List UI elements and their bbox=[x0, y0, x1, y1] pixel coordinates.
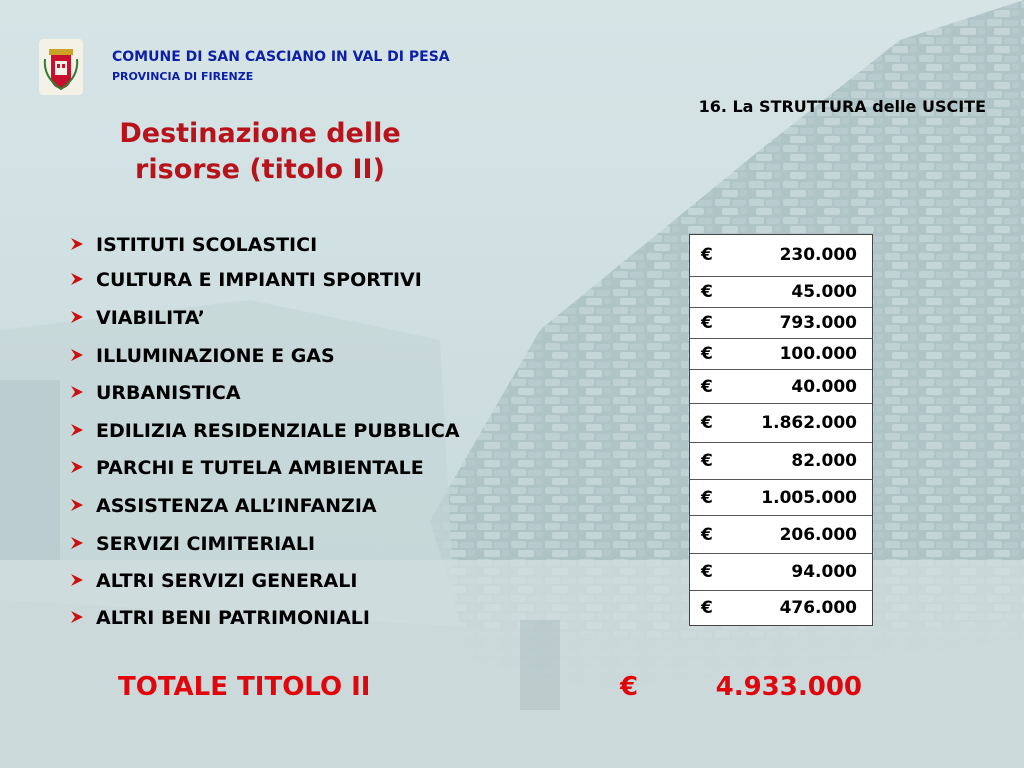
list-item bbox=[70, 302, 205, 332]
category-label: VIABILITA’ bbox=[96, 307, 205, 329]
currency-symbol: € bbox=[701, 598, 713, 618]
slide-title-line-1: Destinazione delle bbox=[119, 118, 401, 149]
total-currency: € bbox=[620, 672, 639, 702]
total-label: TOTALE TITOLO II bbox=[118, 672, 371, 702]
amount-value: 206.000 bbox=[779, 525, 857, 545]
table-row bbox=[690, 590, 872, 625]
category-label: ILLUMINAZIONE E GAS bbox=[96, 345, 335, 367]
arrow-bullet-icon bbox=[70, 340, 84, 362]
currency-symbol: € bbox=[701, 313, 713, 333]
category-label: ISTITUTI SCOLASTICI bbox=[96, 234, 318, 256]
list-item bbox=[70, 377, 241, 407]
municipal-crest-icon bbox=[39, 39, 83, 95]
table-row bbox=[690, 235, 872, 276]
table-row bbox=[690, 276, 872, 307]
list-item bbox=[70, 452, 424, 482]
amount-value: 476.000 bbox=[779, 598, 857, 618]
list-item bbox=[70, 602, 370, 632]
organization-name: COMUNE DI SAN CASCIANO IN VAL DI PESA bbox=[112, 49, 450, 65]
category-label: ALTRI SERVIZI GENERALI bbox=[96, 570, 358, 592]
currency-symbol: € bbox=[701, 344, 713, 364]
list-item bbox=[70, 264, 422, 294]
table-row bbox=[690, 515, 872, 553]
amount-value: 40.000 bbox=[791, 377, 857, 397]
amount-table bbox=[689, 234, 873, 626]
currency-symbol: € bbox=[701, 488, 713, 508]
currency-symbol: € bbox=[701, 525, 713, 545]
arrow-bullet-icon bbox=[70, 452, 84, 474]
slide-title bbox=[60, 116, 460, 188]
currency-symbol: € bbox=[701, 413, 713, 433]
list-item bbox=[70, 340, 335, 370]
list-item bbox=[70, 415, 460, 445]
arrow-bullet-icon bbox=[70, 377, 84, 399]
list-item bbox=[70, 565, 357, 595]
slide-title-line-2: risorse (titolo II) bbox=[135, 154, 385, 185]
category-label: EDILIZIA RESIDENZIALE PUBBLICA bbox=[96, 420, 460, 442]
table-row bbox=[690, 403, 872, 442]
amount-value: 82.000 bbox=[791, 451, 857, 471]
currency-symbol: € bbox=[701, 282, 713, 302]
arrow-bullet-icon bbox=[70, 565, 84, 587]
currency-symbol: € bbox=[701, 377, 713, 397]
list-item bbox=[70, 229, 317, 259]
section-label: 16. La STRUTTURA delle USCITE bbox=[698, 97, 986, 116]
list-item bbox=[70, 490, 377, 520]
arrow-bullet-icon bbox=[70, 490, 84, 512]
amount-value: 793.000 bbox=[779, 313, 857, 333]
arrow-bullet-icon bbox=[70, 602, 84, 624]
arrow-bullet-icon bbox=[70, 302, 84, 324]
currency-symbol: € bbox=[701, 451, 713, 471]
amount-value: 1.005.000 bbox=[761, 488, 857, 508]
table-row bbox=[690, 553, 872, 590]
organization-province: PROVINCIA DI FIRENZE bbox=[112, 70, 254, 83]
total-value: 4.933.000 bbox=[715, 672, 862, 702]
amount-value: 230.000 bbox=[779, 245, 857, 265]
arrow-bullet-icon bbox=[70, 528, 84, 550]
table-row bbox=[690, 307, 872, 338]
table-row bbox=[690, 338, 872, 369]
table-row bbox=[690, 442, 872, 479]
category-label: PARCHI E TUTELA AMBIENTALE bbox=[96, 457, 424, 479]
category-label: CULTURA E IMPIANTI SPORTIVI bbox=[96, 269, 422, 291]
arrow-bullet-icon bbox=[70, 415, 84, 437]
amount-value: 1.862.000 bbox=[761, 413, 857, 433]
category-label: SERVIZI CIMITERIALI bbox=[96, 533, 316, 555]
table-row bbox=[690, 479, 872, 515]
category-label: URBANISTICA bbox=[96, 382, 241, 404]
category-label: ALTRI BENI PATRIMONIALI bbox=[96, 607, 370, 629]
currency-symbol: € bbox=[701, 245, 713, 265]
category-label: ASSISTENZA ALL’INFANZIA bbox=[96, 495, 377, 517]
currency-symbol: € bbox=[701, 562, 713, 582]
amount-value: 45.000 bbox=[791, 282, 857, 302]
amount-value: 94.000 bbox=[791, 562, 857, 582]
list-item bbox=[70, 528, 315, 558]
arrow-bullet-icon bbox=[70, 229, 84, 251]
amount-value: 100.000 bbox=[779, 344, 857, 364]
table-row bbox=[690, 369, 872, 403]
arrow-bullet-icon bbox=[70, 264, 84, 286]
